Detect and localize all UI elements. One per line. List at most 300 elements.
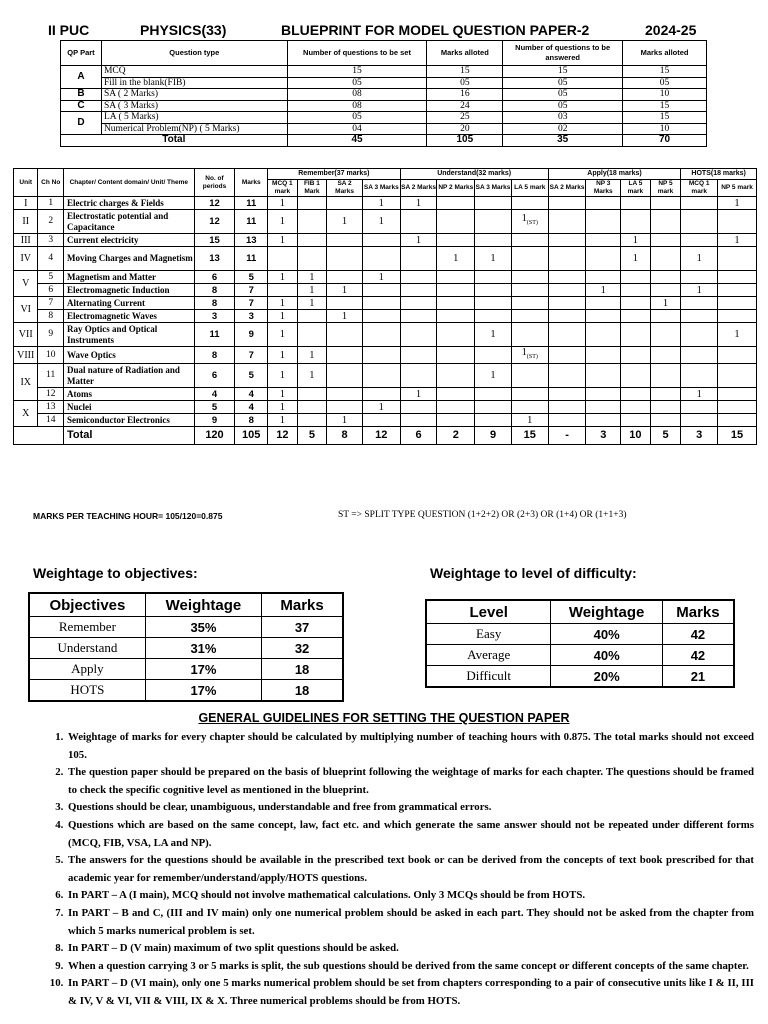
qp-marks2: 15 [623, 100, 707, 112]
bp-subheader: NP 3 Marks [586, 180, 621, 197]
qp-header-marks2: Marks alloted [623, 41, 707, 66]
bp-cell [548, 284, 586, 297]
bp-cell: 1 [268, 401, 298, 414]
qp-header-answered: Number of questions to be answered [503, 41, 623, 66]
bp-chapter-no: 11 [38, 364, 64, 388]
qp-marks: 24 [427, 100, 503, 112]
wt-obj-header: Marks [262, 593, 343, 617]
wt-diff-marks: 42 [662, 624, 734, 645]
bp-marks: 11 [235, 210, 268, 234]
bp-header-apply: Apply(18 marks) [548, 169, 681, 180]
class-label: II PUC [48, 22, 90, 38]
wt-obj-marks: 32 [262, 638, 343, 659]
bp-chapter-name: Current electricity [63, 234, 194, 247]
bp-cell: 1 [268, 271, 298, 284]
qp-set: 05 [287, 77, 427, 89]
bp-total-periods: 120 [194, 427, 235, 445]
bp-cell [400, 210, 437, 234]
bp-marks: 5 [235, 271, 268, 284]
bp-cell [475, 297, 512, 310]
bp-cell [437, 310, 475, 323]
bp-marks: 13 [235, 234, 268, 247]
bp-periods: 8 [194, 284, 235, 297]
bp-row [14, 234, 757, 247]
bp-cell: 1 [475, 323, 512, 347]
bp-cell [475, 284, 512, 297]
qp-answered: 05 [503, 89, 623, 101]
bp-unit: VIII [14, 347, 38, 364]
bp-cell [718, 401, 757, 414]
bp-cell [400, 247, 437, 271]
bp-chapter-name: Atoms [63, 388, 194, 401]
qp-header-marks: Marks alloted [427, 41, 503, 66]
bp-cell [362, 297, 400, 310]
bp-cell: $1_{(ST)}$ [511, 210, 548, 234]
qp-marks: 20 [427, 123, 503, 135]
bp-cell [681, 210, 718, 234]
guideline-item: 3. Questions should be clear, unambiguous, understandable and free from grammatical errors. [66, 799, 754, 817]
bp-total-cell: 8 [327, 427, 363, 445]
bp-cell [586, 197, 621, 210]
bp-cell: 1 [362, 271, 400, 284]
guideline-item: 2. The question paper should be prepared on the basis of blueprint following the weightage of marks for each chapter. The questions should be framed to check the specific cognitive level as mentioned in the blueprint. [66, 764, 754, 799]
bp-cell [718, 310, 757, 323]
bp-cell [437, 234, 475, 247]
wt-obj-weightage: 17% [145, 680, 261, 702]
bp-cell: 1 [681, 388, 718, 401]
bp-total-label: Total [63, 427, 194, 445]
bp-cell [268, 247, 298, 271]
wt-obj-weightage: 31% [145, 638, 261, 659]
bp-unit: IV [14, 247, 38, 271]
bp-cell [586, 347, 621, 364]
bp-cell: 1 [297, 284, 327, 297]
qp-row [61, 89, 707, 101]
guideline-item: 9. When a question carrying 3 or 5 marks is split, the sub questions should be derived from the same concept or different concepts of the same chapter. [66, 958, 754, 976]
bp-row [14, 210, 757, 234]
bp-cell [718, 284, 757, 297]
qp-set: 08 [287, 100, 427, 112]
bp-subheader: MCQ 1 mark [268, 180, 298, 197]
bp-subheader: LA 5 mark [621, 180, 651, 197]
bp-periods: 8 [194, 297, 235, 310]
bp-cell [475, 401, 512, 414]
bp-chapter-name: Semiconductor Electronics [63, 414, 194, 427]
bp-chapter-no: 3 [38, 234, 64, 247]
qp-type: SA ( 3 Marks) [101, 100, 287, 112]
bp-periods: 15 [194, 234, 235, 247]
question-paper-pattern-table [60, 40, 707, 147]
qp-answered: 05 [503, 100, 623, 112]
bp-cell [400, 271, 437, 284]
bp-cell [650, 323, 681, 347]
bp-cell [362, 388, 400, 401]
bp-cell [650, 197, 681, 210]
bp-total-cell: 3 [586, 427, 621, 445]
bp-chapter-name: Electromagnetic Induction [63, 284, 194, 297]
bp-chapter-name: Nuclei [63, 401, 194, 414]
bp-chapter-no: 12 [38, 388, 64, 401]
bp-cell [362, 414, 400, 427]
bp-cell [475, 414, 512, 427]
bp-cell [621, 284, 651, 297]
bp-total-cell: - [548, 427, 586, 445]
bp-chapter-no: 6 [38, 284, 64, 297]
bp-row [14, 323, 757, 347]
bp-cell [400, 401, 437, 414]
qp-answered: 05 [503, 77, 623, 89]
subject-label: PHYSICS(33) [140, 22, 227, 38]
qp-header-part: QP Part [61, 41, 102, 66]
bp-cell [621, 310, 651, 323]
bp-cell [437, 197, 475, 210]
bp-cell [650, 414, 681, 427]
bp-cell [511, 323, 548, 347]
bp-chapter-name: Moving Charges and Magnetism [63, 247, 194, 271]
bp-cell [511, 247, 548, 271]
bp-chapter-no: 10 [38, 347, 64, 364]
wt-diff-row [426, 624, 734, 645]
bp-row [14, 347, 757, 364]
bp-cell: 1 [268, 388, 298, 401]
bp-cell [475, 234, 512, 247]
bp-periods: 9 [194, 414, 235, 427]
bp-chapter-name: Magnetism and Matter [63, 271, 194, 284]
bp-cell [681, 323, 718, 347]
bp-header-marks: Marks [235, 169, 268, 197]
guideline-item: 4. Questions which are based on the same concept, law, fact etc. and which generate the same answer should not be repeated under different forms (MCQ, FIB, VSA, LA and NP). [66, 817, 754, 852]
bp-cell [548, 364, 586, 388]
weightage-difficulty-table [425, 599, 735, 688]
bp-cell [475, 210, 512, 234]
bp-cell [621, 210, 651, 234]
bp-unit: VI [14, 297, 38, 323]
bp-cell [475, 388, 512, 401]
bp-cell [362, 284, 400, 297]
bp-cell [327, 347, 363, 364]
bp-cell: 1 [297, 364, 327, 388]
bp-cell [548, 347, 586, 364]
bp-cell [650, 234, 681, 247]
qp-marks: 16 [427, 89, 503, 101]
bp-cell [718, 388, 757, 401]
bp-cell: 1 [362, 401, 400, 414]
bp-chapter-name: Wave Optics [63, 347, 194, 364]
bp-cell [586, 323, 621, 347]
bp-chapter-name: Electrostatic potential and Capacitance [63, 210, 194, 234]
qp-marks: 25 [427, 112, 503, 124]
bp-cell: 1 [268, 234, 298, 247]
bp-cell [621, 323, 651, 347]
bp-cell: 1 [400, 388, 437, 401]
bp-subheader: NP 5 mark [650, 180, 681, 197]
bp-cell: 1 [718, 234, 757, 247]
bp-periods: 11 [194, 323, 235, 347]
bp-cell: 1 [268, 310, 298, 323]
wt-diff-label: Average [426, 645, 551, 666]
bp-total-cell: 15 [718, 427, 757, 445]
qp-total-label: Total [61, 135, 288, 147]
bp-marks: 11 [235, 247, 268, 271]
marks-per-hour-note: MARKS PER TEACHING HOUR= 105/120=0.875 [33, 511, 223, 521]
bp-cell [297, 310, 327, 323]
bp-cell [297, 197, 327, 210]
bp-periods: 6 [194, 271, 235, 284]
bp-cell [621, 364, 651, 388]
wt-diff-weightage: 40% [551, 645, 663, 666]
bp-cell [400, 347, 437, 364]
bp-row [14, 297, 757, 310]
bp-unit: IX [14, 364, 38, 401]
bp-cell [362, 347, 400, 364]
bp-marks: 7 [235, 347, 268, 364]
bp-total-cell: 12 [268, 427, 298, 445]
bp-cell: 1 [400, 197, 437, 210]
bp-marks: 8 [235, 414, 268, 427]
bp-cell [327, 401, 363, 414]
qp-marks2: 15 [623, 66, 707, 78]
bp-cell [437, 388, 475, 401]
qp-part: A [61, 66, 102, 89]
qp-set: 05 [287, 112, 427, 124]
qp-set: 15 [287, 66, 427, 78]
bp-row [14, 284, 757, 297]
bp-cell [681, 414, 718, 427]
bp-cell [586, 271, 621, 284]
guideline-item: 5. The answers for the questions should be available in the prescribed text book or can be derived from the concepts of text book prescribed for that academic year for remember/understand/apply/HOTS questions. [66, 852, 754, 887]
bp-cell [511, 364, 548, 388]
wt-obj-header: Objectives [29, 593, 145, 617]
bp-cell [718, 347, 757, 364]
qp-type: Numerical Problem(NP) ( 5 Marks) [101, 123, 287, 135]
wt-diff-marks: 42 [662, 645, 734, 666]
qp-marks2: 10 [623, 123, 707, 135]
wt-obj-row [29, 659, 343, 680]
weightage-difficulty-title: Weightage to level of difficulty: [430, 565, 637, 581]
bp-cell [586, 401, 621, 414]
wt-obj-weightage: 17% [145, 659, 261, 680]
bp-cell [650, 284, 681, 297]
qp-marks: 05 [427, 77, 503, 89]
bp-chapter-no: 8 [38, 310, 64, 323]
bp-cell [650, 210, 681, 234]
bp-cell [400, 310, 437, 323]
bp-total-cell: 10 [621, 427, 651, 445]
split-type-note: ST => SPLIT TYPE QUESTION (1+2+2) OR (2+3) OR (1+4) OR (1+1+3) [338, 510, 627, 520]
bp-cell [297, 388, 327, 401]
split-type-marker: (ST) [526, 220, 538, 227]
qp-total-marks: 105 [427, 135, 503, 147]
bp-cell [437, 323, 475, 347]
bp-row [14, 401, 757, 414]
bp-cell [548, 197, 586, 210]
bp-cell [362, 310, 400, 323]
bp-periods: 3 [194, 310, 235, 323]
bp-cell [681, 310, 718, 323]
guidelines-title: GENERAL GUIDELINES FOR SETTING THE QUESTION PAPER [198, 711, 570, 725]
bp-cell [718, 364, 757, 388]
bp-row [14, 271, 757, 284]
qp-part: B [61, 89, 102, 101]
bp-cell [511, 284, 548, 297]
bp-cell [586, 388, 621, 401]
qp-answered: 03 [503, 112, 623, 124]
bp-chapter-name: Ray Optics and Optical Instruments [63, 323, 194, 347]
qp-type: LA ( 5 Marks) [101, 112, 287, 124]
guideline-item: 8. In PART – D (V main) maximum of two split questions should be asked. [66, 940, 754, 958]
bp-cell [586, 297, 621, 310]
bp-cell [327, 247, 363, 271]
bp-cell [548, 247, 586, 271]
bp-cell [511, 271, 548, 284]
bp-total-cell: 6 [400, 427, 437, 445]
bp-cell [297, 210, 327, 234]
bp-subheader: NP 2 Marks [437, 180, 475, 197]
bp-chapter-no: 14 [38, 414, 64, 427]
qp-total-answered: 35 [503, 135, 623, 147]
bp-cell [621, 401, 651, 414]
bp-cell: 1 [297, 297, 327, 310]
bp-header-chapter: Chapter/ Content domain/ Unit/ Theme [63, 169, 194, 197]
split-type-marker: (ST) [526, 354, 538, 361]
qp-marks2: 05 [623, 77, 707, 89]
bp-cell: 1 [681, 247, 718, 271]
guideline-item: 7. In PART – B and C, (III and IV main) only one numerical problem should be asked in each part. They should not be asked from the chapter from which 5 marks numerical problem is set. [66, 905, 754, 940]
bp-cell [327, 197, 363, 210]
bp-cell: $1_{(ST)}$ [511, 347, 548, 364]
qp-row [61, 66, 707, 78]
bp-cell [681, 364, 718, 388]
qp-answered: 15 [503, 66, 623, 78]
bp-cell: 1 [327, 310, 363, 323]
wt-obj-row [29, 638, 343, 659]
bp-total-cell: 5 [297, 427, 327, 445]
bp-cell [548, 310, 586, 323]
bp-total-cell: 9 [475, 427, 512, 445]
bp-header-unit: Unit [14, 169, 38, 197]
bp-total-cell: 15 [511, 427, 548, 445]
guideline-item: 1. Weightage of marks for every chapter should be calculated by multiplying number of teaching hours with 0.875. The total marks should not exceed 105. [66, 729, 754, 764]
bp-marks: 4 [235, 388, 268, 401]
bp-cell: 1 [362, 210, 400, 234]
bp-subheader: SA 2 Marks [548, 180, 586, 197]
bp-cell: 1 [362, 197, 400, 210]
bp-cell [586, 210, 621, 234]
bp-cell: 1 [718, 197, 757, 210]
wt-diff-label: Easy [426, 624, 551, 645]
bp-cell [586, 414, 621, 427]
bp-cell: 1 [268, 297, 298, 310]
bp-subheader: LA 5 mark [511, 180, 548, 197]
wt-obj-weightage: 35% [145, 617, 261, 638]
bp-marks: 7 [235, 297, 268, 310]
bp-cell [362, 234, 400, 247]
bp-cell [362, 364, 400, 388]
bp-cell: 1 [268, 364, 298, 388]
bp-cell: 1 [327, 414, 363, 427]
bp-cell [586, 364, 621, 388]
bp-cell [586, 310, 621, 323]
bp-subheader: MCQ 1 mark [681, 180, 718, 197]
bp-cell [475, 197, 512, 210]
wt-obj-marks: 37 [262, 617, 343, 638]
bp-cell: 1 [327, 210, 363, 234]
bp-cell [650, 310, 681, 323]
qp-part: D [61, 112, 102, 135]
guideline-item: 6. In PART – A (I main), MCQ should not involve mathematical calculations. Only 3 MCQs should be from HOTS. [66, 887, 754, 905]
bp-cell [548, 414, 586, 427]
bp-cell [650, 388, 681, 401]
document-title: BLUEPRINT FOR MODEL QUESTION PAPER-2 [281, 22, 590, 38]
bp-cell [650, 364, 681, 388]
bp-total-cell: 12 [362, 427, 400, 445]
wt-diff-header: Weightage [551, 600, 663, 624]
bp-unit: III [14, 234, 38, 247]
wt-obj-header: Weightage [145, 593, 261, 617]
bp-cell: 1 [621, 234, 651, 247]
qp-part: C [61, 100, 102, 112]
wt-diff-header: Level [426, 600, 551, 624]
bp-total-cell: 2 [437, 427, 475, 445]
bp-cell [681, 271, 718, 284]
bp-periods: 12 [194, 197, 235, 210]
bp-cell [437, 284, 475, 297]
bp-cell [327, 271, 363, 284]
qp-marks2: 15 [623, 112, 707, 124]
bp-cell [475, 271, 512, 284]
bp-cell [681, 234, 718, 247]
bp-total-marks: 105 [235, 427, 268, 445]
bp-chapter-name: Alternating Current [63, 297, 194, 310]
qp-type: Fill in the blank(FIB) [101, 77, 287, 89]
bp-cell: 1 [268, 323, 298, 347]
blueprint-table [13, 168, 757, 445]
bp-cell [681, 297, 718, 310]
guideline-item: 10. In PART – D (VI main), only one 5 marks numerical problem should be set from chapters corresponding to a pair of consecutive units like I & II, III & IV, V & VI, VII & VIII, IX & X. Three numerical problems should be from HOTS. [66, 975, 754, 1010]
bp-cell [718, 414, 757, 427]
bp-cell [621, 414, 651, 427]
bp-cell [621, 297, 651, 310]
bp-marks: 5 [235, 364, 268, 388]
wt-obj-marks: 18 [262, 680, 343, 702]
bp-cell [511, 401, 548, 414]
wt-diff-label: Difficult [426, 666, 551, 688]
bp-cell: 1 [718, 323, 757, 347]
bp-cell [621, 388, 651, 401]
bp-cell: 1 [475, 364, 512, 388]
bp-cell [511, 310, 548, 323]
bp-cell [400, 364, 437, 388]
bp-cell: 1 [621, 247, 651, 271]
qp-total-set: 45 [287, 135, 427, 147]
wt-obj-marks: 18 [262, 659, 343, 680]
bp-periods: 12 [194, 210, 235, 234]
bp-cell [718, 247, 757, 271]
bp-cell [400, 414, 437, 427]
wt-obj-label: HOTS [29, 680, 145, 702]
academic-year: 2024-25 [645, 22, 697, 38]
bp-cell: 1 [511, 414, 548, 427]
bp-cell [437, 364, 475, 388]
bp-cell [548, 401, 586, 414]
qp-marks2: 10 [623, 89, 707, 101]
bp-cell: 1 [586, 284, 621, 297]
bp-cell [681, 347, 718, 364]
bp-chapter-name: Electromagnetic Waves [63, 310, 194, 323]
bp-subheader: SA 2 Marks [327, 180, 363, 197]
bp-cell [548, 210, 586, 234]
bp-cell: 1 [400, 234, 437, 247]
